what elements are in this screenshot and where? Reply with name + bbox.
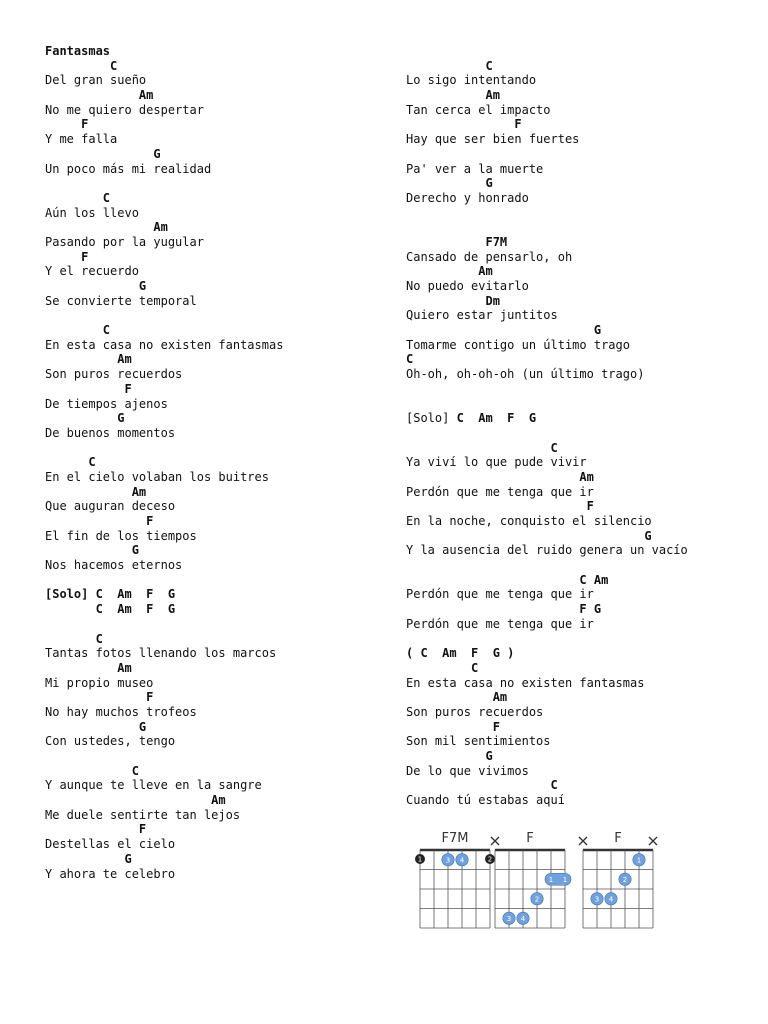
section-label: [Solo] <box>406 411 450 426</box>
blank-line <box>406 220 688 235</box>
chord-line: C <box>45 190 111 205</box>
lyric-line: Hay que ser bien fuertes <box>406 132 580 147</box>
lyric-line: Perdón que me tenga que ir <box>406 587 594 602</box>
lyric-line: Y ahora te celebro <box>45 866 176 881</box>
section-chords: C Am F G <box>449 411 537 426</box>
chord-diagrams <box>406 826 668 938</box>
lyric-line: Tan cerca el impacto <box>406 102 551 117</box>
chord-line: C <box>406 660 479 675</box>
lyric-line: Se convierte temporal <box>45 293 197 308</box>
blank-line <box>406 397 688 412</box>
lyric-line: Ya viví lo que pude vivir <box>406 455 587 470</box>
chord-line: F <box>45 117 89 132</box>
lyric-line: Lo sigo intentando <box>406 73 537 88</box>
chord-line: Am <box>45 660 132 675</box>
lyric-line: Destellas el cielo <box>45 837 176 852</box>
chord-line: G <box>45 851 132 866</box>
lyric-line: Derecho y honrado <box>406 190 529 205</box>
chord-line: G <box>45 411 125 426</box>
lyric-line: Y aunque te lleve en la sangre <box>45 778 262 793</box>
finger-number: 3 <box>594 895 600 904</box>
chord-line: Am <box>45 484 147 499</box>
lyric-line: Con ustedes, tengo <box>45 734 176 749</box>
chord-line: G <box>45 146 161 161</box>
finger-number: 4 <box>608 895 614 904</box>
chord-line: Am <box>406 264 493 279</box>
lyric-line: De tiempos ajenos <box>45 396 168 411</box>
lyric-line: Perdón que me tenga que ir <box>406 616 594 631</box>
lyric-line: Quiero estar juntitos <box>406 308 558 323</box>
lyric-line: Cuando tú estabas aquí <box>406 793 565 808</box>
chord-diagram <box>579 831 657 928</box>
chord-line: F7M <box>406 234 508 249</box>
lyric-line: Mi propio museo <box>45 675 154 690</box>
chord-line: F <box>45 381 132 396</box>
chord-line: Am <box>406 690 508 705</box>
chord-diagram <box>491 831 571 928</box>
finger-number: 1 <box>417 855 423 864</box>
left-column <box>45 44 283 881</box>
chord-line: C Am F G <box>45 602 176 617</box>
chord-line: Am <box>45 793 226 808</box>
chord-line: F <box>45 514 154 528</box>
lyric-line: Pasando por la yugular <box>45 234 204 249</box>
chord-line: F <box>406 499 594 514</box>
finger-number: 1 <box>636 856 642 865</box>
chord-line: F <box>406 117 522 132</box>
lyric-line: En esta casa no existen fantasmas <box>45 337 284 352</box>
lyric-line: Y me falla <box>45 132 118 147</box>
chord-line: G <box>406 749 493 763</box>
blank-line <box>406 382 688 397</box>
blank-line <box>406 558 688 573</box>
blank-line <box>45 749 283 764</box>
lyric-line: No hay muchos trofeos <box>45 704 197 719</box>
chord-line: [Solo] C Am F G <box>45 587 176 602</box>
chord-line: Am <box>406 469 594 484</box>
lyric-line: Pa' ver a la muerte <box>406 161 544 176</box>
chord-diagram <box>415 831 495 928</box>
finger-number: 3 <box>506 914 512 923</box>
section-line <box>406 411 688 426</box>
chord-line: G <box>45 719 147 734</box>
blank-line <box>45 573 283 588</box>
chord-line: G <box>45 543 139 558</box>
chord-line: C <box>406 352 414 367</box>
chord-line: C <box>45 58 118 73</box>
lyric-line: Tantas fotos llenando los marcos <box>45 646 277 661</box>
chord-line: F <box>45 822 147 837</box>
chord-line: G <box>406 323 602 338</box>
lyric-line: Que auguran deceso <box>45 499 176 514</box>
lyric-line: Son puros recuerdos <box>45 367 183 382</box>
chord-line: G <box>406 176 493 191</box>
blank-line <box>406 426 688 441</box>
lyric-line: Me duele sentirte tan lejos <box>45 807 241 822</box>
lyric-line: Perdón que me tenga que ir <box>406 484 594 499</box>
blank-line <box>45 617 283 632</box>
chord-line: Am <box>45 88 154 103</box>
chord-line: C <box>406 58 493 73</box>
lyric-line: De lo que vivimos <box>406 763 529 778</box>
finger-number: 4 <box>520 914 526 923</box>
chord-diagram-name: F <box>614 831 622 846</box>
chord-line: G <box>45 279 147 293</box>
blank-line <box>406 147 688 162</box>
lyric-line: Nos hacemos eternos <box>45 558 183 573</box>
chord-line: F <box>45 249 89 264</box>
lyric-line: Oh-oh, oh-oh-oh (un último trago) <box>406 367 645 382</box>
blank-line <box>406 632 688 647</box>
lyric-line: Aún los llevo <box>45 205 139 220</box>
chord-line: F G <box>406 602 602 617</box>
chord-line: F <box>45 690 154 705</box>
lyric-line: Son puros recuerdos <box>406 704 544 719</box>
lyric-line: En el cielo volaban los buitres <box>45 469 269 484</box>
lyric-line: El fin de los tiempos <box>45 528 197 543</box>
blank-line <box>406 206 688 221</box>
right-column <box>406 44 688 808</box>
lyric-line: Cansado de pensarlo, oh <box>406 249 573 264</box>
finger-number: 3 <box>445 856 451 865</box>
finger-number: 2 <box>534 895 540 904</box>
chord-line: C <box>45 631 103 646</box>
chord-line: C Am <box>406 572 609 587</box>
lyric-line: Son mil sentimientos <box>406 734 551 749</box>
chord-line: C <box>406 440 558 455</box>
song-title: Fantasmas <box>45 44 111 58</box>
chord-line: Am <box>45 220 168 235</box>
chord-line: Am <box>406 88 500 103</box>
blank-line <box>45 176 283 191</box>
chord-line: C <box>45 323 111 338</box>
lyric-line: Y el recuerdo <box>45 264 139 279</box>
lyric-line: De buenos momentos <box>45 425 176 440</box>
finger-number: 1 <box>548 875 554 884</box>
chord-line: F <box>406 719 500 734</box>
blank-line <box>45 441 283 456</box>
lyric-line: En la noche, conquisto el silencio <box>406 514 652 528</box>
chord-diagram-name: F <box>526 831 534 846</box>
lyric-line: Y la ausencia del ruido genera un vacío <box>406 543 688 558</box>
finger-number: 2 <box>622 875 628 884</box>
chord-line: G <box>406 528 652 543</box>
finger-number: 4 <box>459 856 465 865</box>
blank-line <box>45 308 283 323</box>
chord-line: C <box>45 763 139 778</box>
finger-number: 2 <box>487 855 493 864</box>
chord-line: C <box>406 778 558 793</box>
lyric-line: Del gran sueño <box>45 73 147 88</box>
lyric-line: Un poco más mi realidad <box>45 161 212 176</box>
lyric-line: No me quiero despertar <box>45 102 204 117</box>
chord-line: ( C Am F G ) <box>406 646 515 661</box>
lyric-line: No puedo evitarlo <box>406 279 529 293</box>
finger-number: 1 <box>562 875 568 884</box>
chord-line: C <box>45 455 96 470</box>
chord-line: Dm <box>406 293 500 308</box>
chord-diagram-name: F7M <box>441 831 469 846</box>
chord-diagrams-svg <box>406 826 668 938</box>
lyric-line: En esta casa no existen fantasmas <box>406 675 645 690</box>
lyric-line: Tomarme contigo un último trago <box>406 337 630 352</box>
chord-line: Am <box>45 352 132 367</box>
blank-line <box>406 44 688 59</box>
